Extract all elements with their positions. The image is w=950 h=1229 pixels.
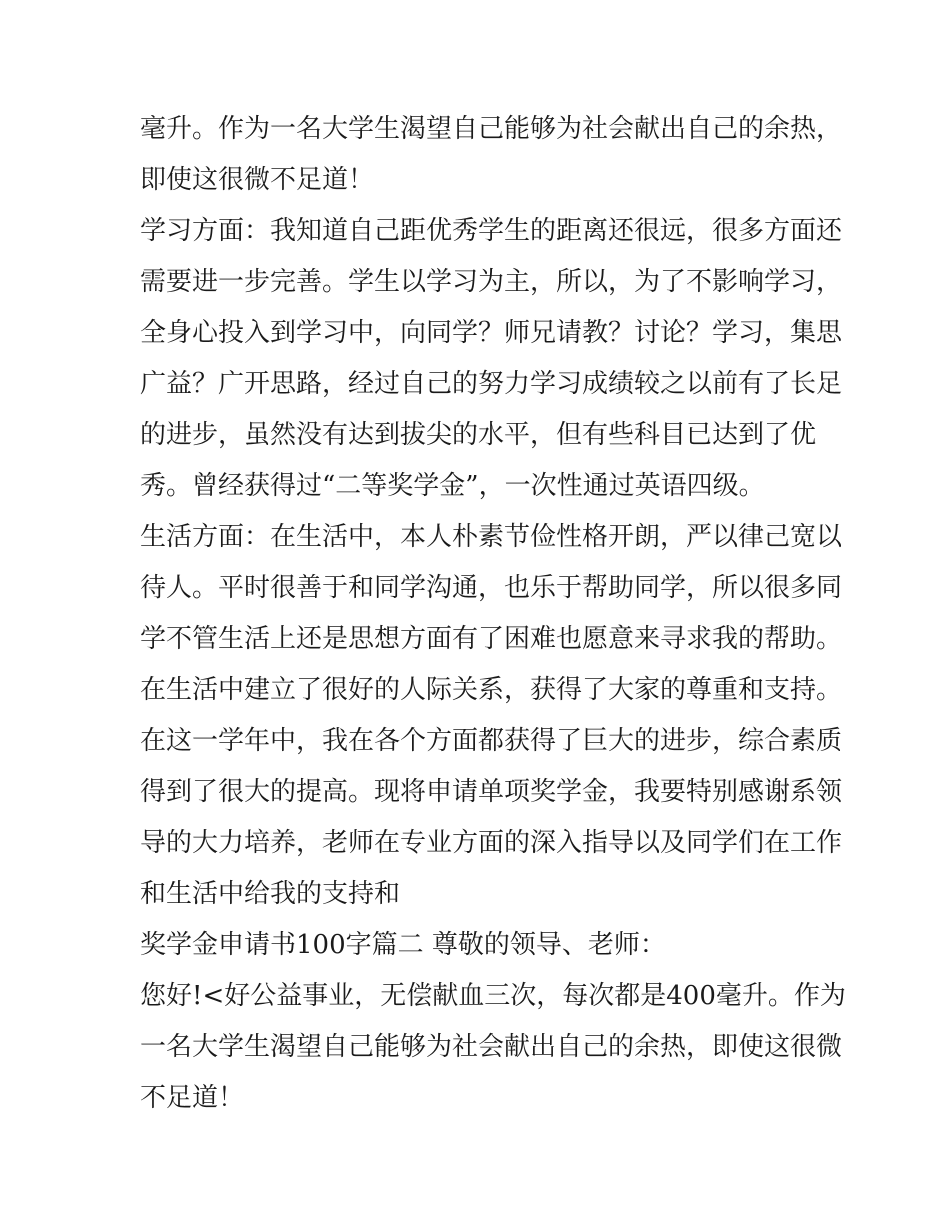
text-line: 需要进一步完善。学生以学习为主，所以，为了不影响学习， <box>140 267 843 297</box>
text-line: 毫升。作为一名大学生渴望自己能够为社会献出自己的余热， <box>140 114 843 144</box>
text-line: 一名大学生渴望自己能够为社会献出自己的余热，即使这很微 <box>140 1032 843 1062</box>
text-line: 秀。曾经获得过“二等奖学金”，一次性通过英语四级。 <box>140 471 765 501</box>
text-line: 在生活中建立了很好的人际关系，获得了大家的尊重和支持。 <box>140 675 843 705</box>
text-line: 待人。平时很善于和同学沟通，也乐于帮助同学，所以很多同 <box>140 573 843 603</box>
document-body <box>140 104 846 1124</box>
text-line: 导的大力培养，老师在专业方面的深入指导以及同学们在工作 <box>140 828 843 858</box>
text-line: 全身心投入到学习中，向同学？师兄请教？讨论？学习，集思 <box>140 318 843 348</box>
text-line: 学习方面：我知道自己距优秀学生的距离还很远，很多方面还 <box>140 216 843 246</box>
text-line: 的进步，虽然没有达到拔尖的水平，但有些科目已达到了优 <box>140 420 817 450</box>
text-line: 即使这很微不足道！ <box>140 165 375 195</box>
text-line: 学不管生活上还是思想方面有了困难也愿意来寻求我的帮助。 <box>140 624 843 654</box>
text-line: 得到了很大的提高。现将申请单项奖学金，我要特别感谢系领 <box>140 777 843 807</box>
text-line: 在这一学年中，我在各个方面都获得了巨大的进步，综合素质 <box>140 726 843 756</box>
section-heading: 奖学金申请书100字篇二 尊敬的领导、老师： <box>140 930 666 960</box>
text-line: 不足道！ <box>140 1083 245 1113</box>
text-line: 和生活中给我的支持和 <box>140 879 401 909</box>
text-line: 您好!<好公益事业，无偿献血三次，每次都是400毫升。作为 <box>140 981 846 1011</box>
text-line: 生活方面：在生活中，本人朴素节俭性格开朗，严以律己宽以 <box>140 522 843 552</box>
text-line: 广益？广开思路，经过自己的努力学习成绩较之以前有了长足 <box>140 369 843 399</box>
